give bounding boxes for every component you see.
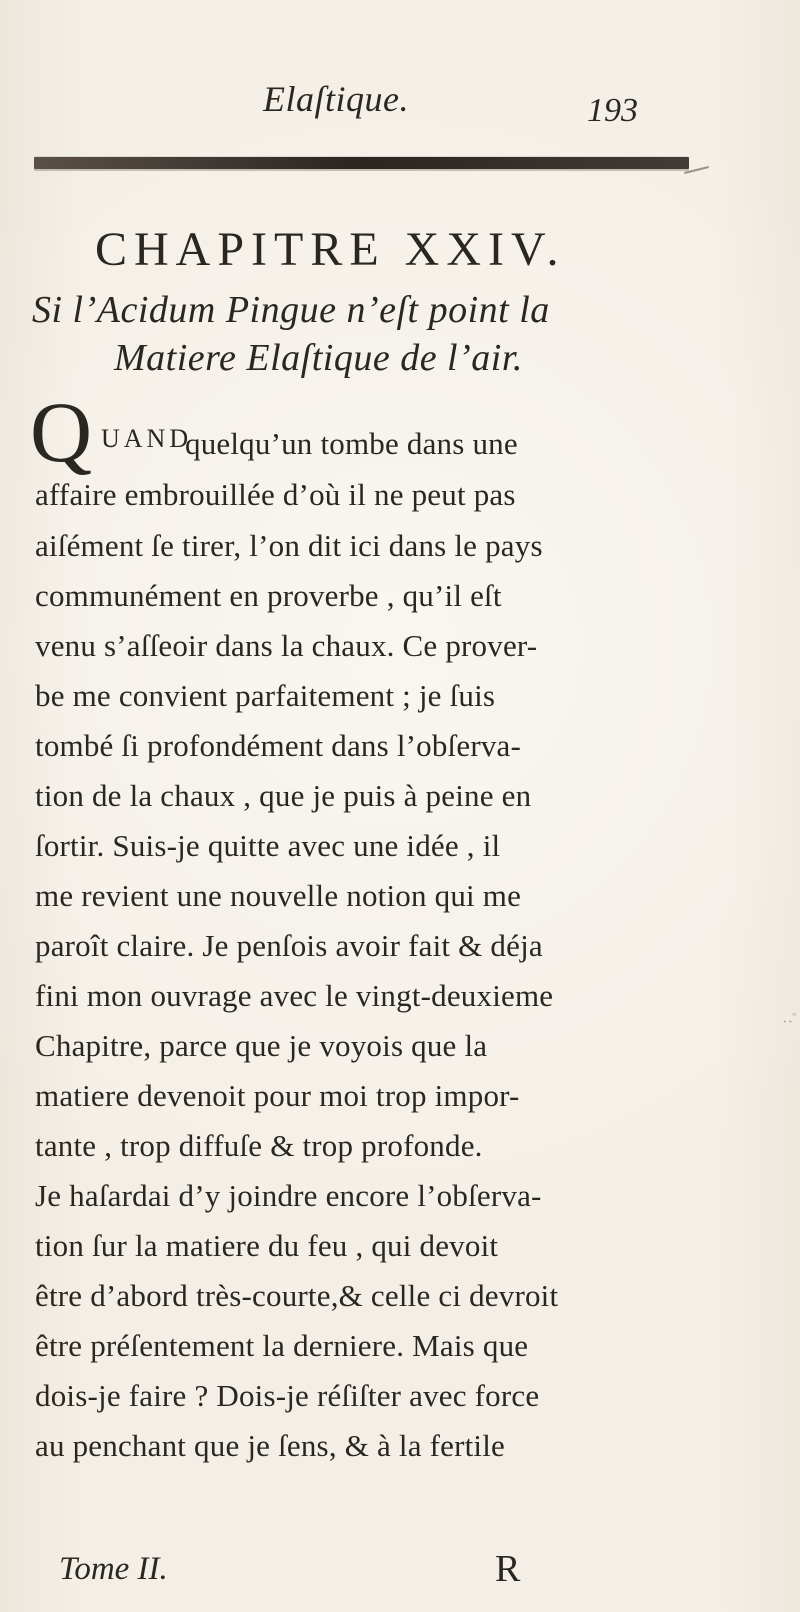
body-text-line: Chapitre, parce que je voyois que la xyxy=(35,1028,488,1063)
marginal-mark: ﾟ: xyxy=(779,1012,796,1024)
body-text-line: être d’abord très-courte,& celle ci devroit xyxy=(35,1278,559,1313)
chapter-subtitle-line: Si l’Acidum Pingue n’eſt point la xyxy=(32,289,550,331)
body-text-line: affaire embrouillée d’où il ne peut pas xyxy=(35,477,516,512)
signature-mark: R xyxy=(495,1548,521,1590)
chapter-title: CHAPITRE XXIV. xyxy=(95,223,566,276)
body-text-line: me revient une nouvelle notion qui me xyxy=(35,878,522,913)
body-text-line: être préſentement la derniere. Mais que xyxy=(35,1328,529,1363)
body-text-line: dois-je faire ? Dois-je réſiſter avec force xyxy=(35,1378,540,1413)
body-text-line: matiere devenoit pour moi trop impor- xyxy=(35,1078,520,1113)
body-text-line: ſortir. Suis-je quitte avec une idée , il xyxy=(35,828,501,863)
body-text-line: venu s’aſſeoir dans la chaux. Ce prover- xyxy=(35,628,538,663)
body-text-line: aiſément ſe tirer, l’on dit ici dans le pays xyxy=(35,528,543,563)
body-text-line: tante , trop diffuſe & trop profonde. xyxy=(35,1128,483,1163)
first-word-small-caps: UAND xyxy=(101,424,193,453)
body-text-line: be me convient parfaitement ; je ſuis xyxy=(35,678,496,713)
body-text-line: paroît claire. Je penſois avoir fait & déja xyxy=(35,928,543,963)
drop-cap: Q xyxy=(30,384,93,480)
body-text-line: tion ſur la matiere du feu , qui devoit xyxy=(35,1228,499,1263)
body-text-line: tion de la chaux , que je puis à peine en xyxy=(35,778,532,813)
body-text-line: communément en proverbe , qu’il eſt xyxy=(35,578,502,613)
body-text-line: Je haſardai d’y joindre encore l’obſerva- xyxy=(35,1178,542,1213)
chapter-subtitle-line: Matiere Elaſtique de l’air. xyxy=(114,337,523,379)
volume-marker: Tome II. xyxy=(59,1551,168,1587)
body-text-line: au penchant que je ſens, & à la fertile xyxy=(35,1428,506,1463)
page-number: 193 xyxy=(587,92,638,129)
decorative-rule xyxy=(34,157,689,169)
body-text-line: fini mon ouvrage avec le vingt-deuxieme xyxy=(35,978,554,1013)
body-text-line: tombé ſi profondément dans l’obſerva- xyxy=(35,728,522,763)
running-head: Elaſtique. xyxy=(263,79,409,119)
body-text-line: quelqu’un tombe dans une xyxy=(185,426,518,461)
